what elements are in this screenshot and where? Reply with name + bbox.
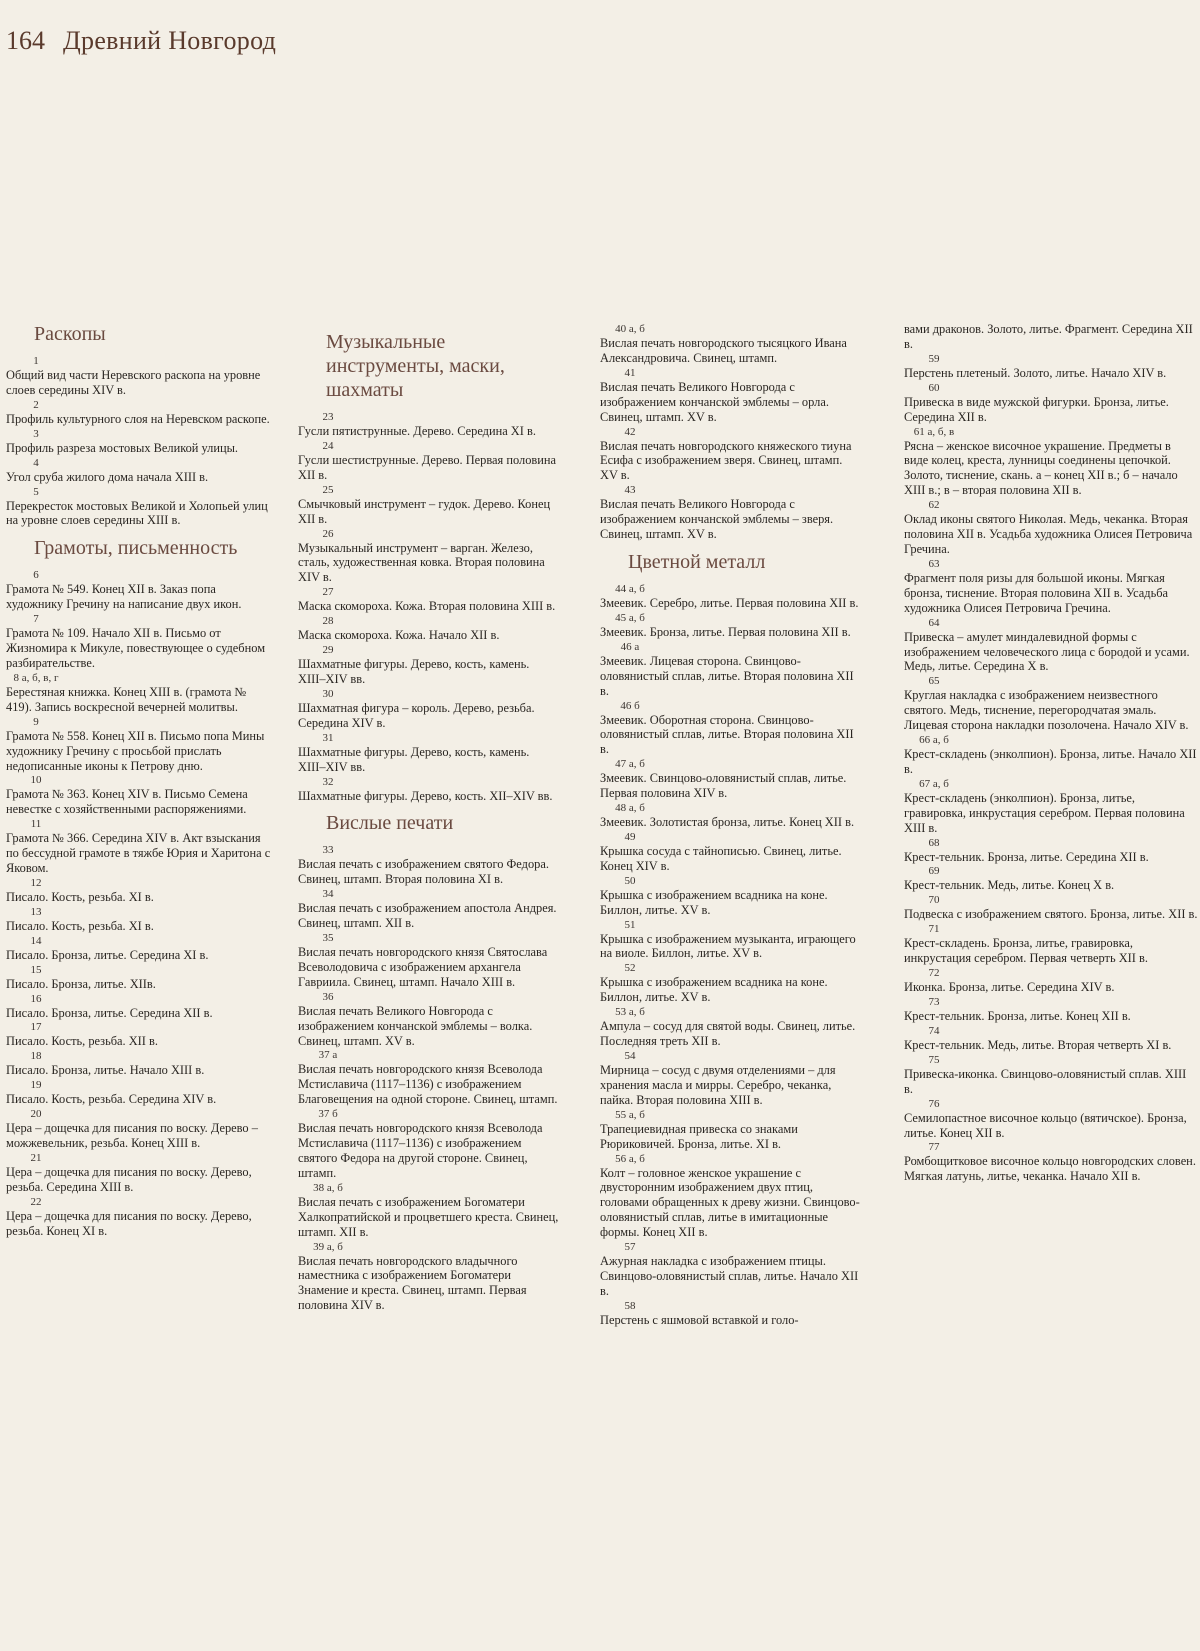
figure-number: 56 а, б — [615, 1152, 645, 1165]
caption-entry — [6, 458, 274, 485]
caption-text: Писало. Кость, резьба. Середина XIV в. — [6, 1092, 217, 1107]
figure-number: 12 — [30, 876, 42, 889]
caption-text: Шахматные фигуры. Дерево, кость, камень. XIII–XIV вв. — [298, 744, 530, 774]
figure-number: 72 — [928, 967, 940, 980]
figure-number: 44 а, б — [615, 582, 645, 595]
caption-entry — [904, 383, 1198, 425]
caption-entry — [298, 845, 560, 887]
caption-text: Шахматная фигура – король. Дерево, резьба. Середина XIV в. — [298, 700, 535, 730]
caption-text: Писало. Кость, резьба. XI в. — [6, 889, 154, 904]
figure-number: 69 — [928, 865, 940, 878]
caption-text: Крест-тельник. Бронза, литье. Середина XII в. — [904, 849, 1149, 864]
caption-text: Крест-складень (энколпион). Бронза, литье, гравировка, инкрустация серебром. Первая половина XIII в. — [904, 790, 1185, 835]
column-2 — [298, 322, 560, 1313]
caption-entry — [6, 1109, 274, 1151]
figure-number: 8 а, б, в, г — [13, 671, 59, 684]
figure-number: 13 — [30, 905, 42, 918]
caption-entry — [904, 924, 1198, 966]
figure-number: 32 — [322, 775, 334, 788]
caption-text: Крест-тельник. Бронза, литье. Конец XII в. — [904, 1009, 1131, 1023]
figure-number: 16 — [30, 992, 42, 1005]
caption-entry — [6, 1153, 274, 1195]
figure-number: 46 б — [620, 699, 640, 712]
figure-number: 58 — [624, 1299, 636, 1312]
caption-entry — [298, 1183, 560, 1240]
page-header — [6, 26, 276, 56]
caption-text: Фрагмент поля ризы для большой иконы. Мягкая бронза, тиснение. Вторая половина XII в. Усадьба художника Олисея Петровича Гречина. — [904, 570, 1169, 615]
caption-text: Змеевик. Свинцово-оловянистый сплав, литье. Первая половина XIV в. — [600, 771, 847, 801]
continued-text: вами драконов. Золото, литье. Фрагмент. Середина XII в. — [904, 322, 1193, 351]
caption-text: Змеевик. Серебро, литье. Первая половина XII в. — [600, 595, 859, 610]
caption-entry — [298, 777, 560, 804]
caption-entry — [904, 968, 1198, 995]
figure-number: 73 — [928, 996, 940, 1008]
caption-entry — [298, 889, 560, 931]
caption-entry — [298, 1242, 560, 1314]
caption-text: Вислая печать Великого Новгорода с изображением кончанской эмблемы – зверя. Свинец, штамп. XV в. — [600, 497, 834, 542]
figure-number: 21 — [30, 1152, 42, 1164]
section-title: Вислые печати — [326, 812, 454, 835]
caption-text: Грамота № 366. Середина XIV в. Акт взыскания по бессудной грамоте в тяжбе Юрия и Харитона с Яковом. — [6, 831, 271, 876]
figure-number: 63 — [928, 557, 940, 570]
caption-text: Вислая печать новгородского князя Святослава Всеволодовича с изображением архангела Гавриила. Свинец, штамп. Начало XIII в. — [298, 945, 548, 989]
figure-number: 74 — [928, 1024, 940, 1037]
caption-entry — [6, 878, 274, 905]
figure-number: 17 — [30, 1021, 42, 1034]
caption-text: Грамота № 558. Конец XII в. Письмо попа Мины художнику Гречину с просьбой прислать недописанные иконы к Петрову дню. — [6, 728, 265, 773]
caption-text: Перстень с яшмовой вставкой и голо- — [600, 1312, 799, 1327]
caption-entry — [600, 427, 862, 484]
caption-text: Крест-тельник. Медь, литье. Вторая четверть XI в. — [904, 1037, 1172, 1052]
figure-number: 31 — [322, 731, 334, 744]
caption-entry — [600, 701, 862, 758]
caption-entry — [600, 324, 862, 366]
figure-number: 65 — [928, 675, 940, 688]
figure-number: 39 а, б — [313, 1240, 343, 1253]
figure-number: 19 — [30, 1079, 42, 1092]
figure-number: 66 а, б — [919, 734, 949, 747]
caption-entry — [600, 613, 862, 640]
caption-entry — [6, 1197, 274, 1239]
caption-text: Рясна – женское височное украшение. Предметы в виде колец, креста, лунницы соединены цепочкой. Золото, тиснение, скань. а – конец XII в.; б – начало XIII в.; в – вторая половина XII в. — [904, 438, 1178, 498]
section-title: Цветной металл — [628, 550, 766, 573]
caption-text: Вислая печать новгородского тысяцкого Ивана Александровича. Свинец, штамп. — [600, 336, 847, 365]
caption-entry — [6, 717, 274, 774]
caption-text: Привеска-иконка. Свинцово-оловянистый сплав. XIII в. — [904, 1066, 1187, 1096]
caption-text: Вислая печать новгородского владычного наместника с изображением Богоматери Знамение и креста. Свинец, штамп. Первая половина XIV в. — [298, 1253, 527, 1313]
caption-entry — [6, 570, 274, 612]
figure-number: 6 — [33, 569, 39, 582]
caption-text: Грамота № 363. Конец XIV в. Письмо Семена невестке с хозяйственными распоряжениями. — [6, 787, 248, 817]
caption-text: Вислая печать новгородского князя Всеволода Мстиславича (1117–1136) с изображением святого Федора на другой стороне. Свинец, штамп. — [298, 1121, 543, 1180]
figure-number: 48 а, б — [615, 802, 645, 815]
caption-entry — [904, 500, 1198, 557]
caption-entry — [904, 676, 1198, 733]
caption-entry — [298, 1109, 560, 1181]
figure-number: 29 — [322, 644, 334, 657]
caption-text: Иконка. Бронза, литье. Середина XIV в. — [904, 980, 1115, 995]
caption-text: Крест-складень. Бронза, литье, гравировка, инкрустация серебром. Первая четверть XII в. — [904, 936, 1148, 966]
figure-number: 40 а, б — [615, 323, 645, 335]
figure-number: 77 — [928, 1141, 940, 1154]
caption-entry — [904, 895, 1198, 922]
figure-number: 30 — [322, 687, 334, 700]
caption-entry — [600, 876, 862, 918]
caption-text: Цера – дощечка для писания по воску. Дерево, резьба. Середина XIII в. — [6, 1165, 252, 1194]
figure-number: 64 — [928, 616, 940, 629]
caption-text: Музыкальный инструмент – варган. Железо, сталь, художественная ковка. Вторая половина XIV в. — [298, 540, 545, 585]
caption-text: Писало. Кость, резьба. XI в. — [6, 918, 154, 933]
figure-number: 2 — [33, 398, 39, 411]
figure-number: 26 — [322, 527, 334, 540]
figure-number: 33 — [322, 844, 334, 857]
figure-number: 7 — [33, 613, 39, 626]
caption-text: Общий вид части Неревского раскопа на уровне слоев середины XIV в. — [6, 368, 261, 397]
caption-entry — [600, 1051, 862, 1108]
figure-number: 14 — [30, 934, 42, 947]
caption-entry — [298, 441, 560, 483]
caption-entry — [600, 920, 862, 962]
caption-text: Грамота № 109. Начало XII в. Письмо от Жизномира к Микуле, повествующее о судебном разбирательстве. — [6, 626, 266, 670]
figure-number: 1 — [33, 355, 39, 367]
page-title: Древний Новгород — [63, 26, 277, 55]
caption-text: Писало. Бронза, литье. Начало XIII в. — [6, 1063, 205, 1078]
caption-entry — [298, 733, 560, 775]
caption-entry — [6, 487, 274, 529]
caption-text: Ампула – сосуд для святой воды. Свинец, литье. Последняя треть XII в. — [600, 1019, 856, 1049]
caption-entry — [600, 1154, 862, 1241]
caption-text: Перстень плетеный. Золото, литье. Начало XIV в. — [904, 365, 1167, 380]
caption-entry — [298, 616, 560, 643]
figure-number: 57 — [624, 1241, 636, 1254]
figure-number: 34 — [322, 888, 334, 901]
caption-entry — [6, 819, 274, 876]
caption-entry — [6, 400, 274, 427]
caption-text: Круглая накладка с изображением неизвестного святого. Медь, тиснение, перегородчатая эмаль. Лицевая сторона накладки позолочена. Начало XIV в. — [904, 688, 1189, 733]
caption-text: Маска скомороха. Кожа. Вторая половина XIII в. — [298, 599, 556, 614]
caption-entry — [600, 485, 862, 542]
caption-entry — [6, 673, 274, 715]
caption-entry — [904, 1142, 1198, 1184]
caption-entry — [600, 642, 862, 699]
figure-number: 70 — [928, 894, 940, 907]
caption-text: Ажурная накладка с изображением птицы. Свинцово-оловянистый сплав, литье. Начало XII в. — [600, 1254, 859, 1298]
caption-text: Крышка с изображением всадника на коне. Биллон, литье. XV в. — [600, 887, 828, 917]
caption-text: Крест-складень (энколпион). Бронза, литье. Начало XII в. — [904, 747, 1197, 776]
caption-entry — [6, 1051, 274, 1078]
caption-text: Крышка сосуда с тайнописью. Свинец, литье. Конец XIV в. — [600, 843, 842, 873]
figure-number: 49 — [624, 830, 636, 843]
figure-number: 54 — [624, 1050, 636, 1062]
caption-text: Профиль разреза мостовых Великой улицы. — [6, 440, 239, 455]
caption-text: Гусли шестиструнные. Дерево. Первая половина XII в. — [298, 452, 557, 482]
caption-text: Цера – дощечка для писания по воску. Дерево, резьба. Конец XI в. — [6, 1208, 252, 1238]
figure-number: 18 — [30, 1050, 42, 1063]
caption-entry — [6, 614, 274, 671]
caption-entry — [600, 759, 862, 801]
caption-text: Писало. Бронза, литье. XIIв. — [6, 976, 156, 991]
caption-text: Змеевик. Лицевая сторона. Свинцово-оловянистый сплав, литье. Вторая половина XII в. — [600, 653, 854, 698]
caption-entry — [6, 936, 274, 963]
caption-entry — [6, 429, 274, 456]
caption-entry — [904, 618, 1198, 675]
figure-number: 42 — [624, 425, 636, 438]
caption-entry — [904, 997, 1198, 1024]
figure-number: 5 — [33, 485, 39, 498]
figure-number: 37 а — [318, 1049, 338, 1062]
caption-entry — [600, 1242, 862, 1299]
caption-text: Привеска в виде мужской фигурки. Бронза, литье. Середина XII в. — [904, 394, 1169, 424]
figure-number: 59 — [928, 352, 940, 365]
figure-number: 53 а, б — [615, 1006, 645, 1019]
figure-number: 68 — [928, 836, 940, 849]
caption-text: Вислая печать Великого Новгорода с изображением кончанской эмблемы – орла. Свинец, штамп. XV в. — [600, 379, 829, 424]
figure-number: 52 — [624, 962, 636, 975]
caption-entry — [600, 803, 862, 830]
caption-text: Семилопастное височное кольцо (вятичское). Бронза, литье. Конец XII в. — [904, 1110, 1187, 1140]
figure-number: 75 — [928, 1053, 940, 1066]
section-title: Раскопы — [34, 323, 106, 345]
caption-entry — [904, 866, 1198, 893]
caption-text: Гусли пятиструнные. Дерево. Середина XI в. — [298, 424, 536, 438]
caption-entry — [6, 1080, 274, 1107]
caption-entry — [298, 1050, 560, 1107]
figure-number: 28 — [322, 615, 334, 628]
caption-text: Вислая печать новгородского княжеского тиуна Есифа с изображением зверя. Свинец, штамп. XV в. — [600, 438, 852, 483]
caption-text: Крышка с изображением музыканта, играющего на виоле. Биллон, литье. XV в. — [600, 931, 856, 961]
caption-text: Ромбощитковое височное кольцо новгородских словен. Мягкая латунь, литье, чеканка. Начало XII в. — [904, 1154, 1196, 1184]
figure-number: 11 — [30, 818, 42, 831]
column-1 — [6, 322, 274, 1239]
caption-entry — [904, 559, 1198, 616]
figure-number: 46 а — [620, 640, 640, 653]
figure-number: 37 б — [318, 1108, 338, 1121]
caption-text: Угол сруба жилого дома начала XIII в. — [6, 469, 209, 484]
caption-text: Перекресток мостовых Великой и Холопьей улиц на уровне слоев середины XIII в. — [6, 498, 268, 528]
caption-entry — [298, 529, 560, 586]
caption-text: Грамота № 549. Конец XII в. Заказ попа художнику Гречину на написание двух икон. — [6, 582, 242, 612]
caption-text: Вислая печать с изображением Богоматери Халкопратийской и процветшего креста. Свинец, штамп. XII в. — [298, 1194, 559, 1239]
caption-entry — [6, 1022, 274, 1049]
caption-text: Змеевик. Золотистая бронза, литье. Конец XII в. — [600, 815, 855, 830]
caption-text: Писало. Бронза, литье. Середина XII в. — [6, 1005, 213, 1020]
caption-entry — [298, 485, 560, 527]
figure-number: 41 — [624, 366, 636, 379]
caption-entry — [904, 1099, 1198, 1141]
caption-text: Вислая печать с изображением святого Федора. Свинец, штамп. Вторая половина XI в. — [298, 857, 549, 887]
caption-entry — [904, 735, 1198, 777]
caption-text: Шахматные фигуры. Дерево, кость. XII–XIV вв. — [298, 788, 553, 803]
figure-number: 23 — [322, 411, 334, 423]
figure-number: 71 — [928, 923, 940, 936]
caption-text: Привеска – амулет миндалевидной формы с изображением человеческого лица с бородой и усами. Медь, литье. Середина X в. — [904, 629, 1190, 674]
caption-text: Трапециевидная привеска со знаками Рюриковичей. Бронза, литье. XI в. — [600, 1121, 798, 1151]
section-title: Музыкальные инструменты, маски, шахматы — [326, 331, 505, 401]
caption-entry — [6, 907, 274, 934]
figure-number: 20 — [30, 1108, 42, 1121]
caption-text: Змеевик. Бронза, литье. Первая половина XII в. — [600, 624, 851, 639]
caption-text: Оклад иконы святого Николая. Медь, чеканка. Вторая половина XII в. Усадьба художника Олисея Петровича Гречина. — [904, 512, 1193, 556]
column-4 — [904, 322, 1198, 1184]
caption-entry — [6, 356, 274, 398]
caption-text: Шахматные фигуры. Дерево, кость, камень. XIII–XIV вв. — [298, 657, 530, 686]
page-number: 164 — [6, 26, 45, 55]
figure-number: 27 — [322, 586, 334, 599]
caption-entry — [600, 1110, 862, 1152]
caption-entry — [904, 779, 1198, 836]
caption-entry — [600, 1007, 862, 1049]
caption-text: Цера – дощечка для писания по воску. Дерево – можжевельник, резьба. Конец XIII в. — [6, 1121, 258, 1151]
figure-number: 4 — [33, 456, 39, 469]
caption-entry — [298, 933, 560, 990]
caption-text: Вислая печать Великого Новгорода с изображением кончанской эмблемы – волка. Свинец, штамп. XV в. — [298, 1003, 533, 1048]
caption-entry — [904, 838, 1198, 865]
figure-number: 15 — [30, 963, 42, 976]
caption-text: Профиль культурного слоя на Неревском раскопе. — [6, 411, 270, 426]
figure-number: 62 — [928, 499, 940, 512]
caption-entry — [6, 994, 274, 1021]
figure-number: 22 — [30, 1195, 42, 1208]
figure-number: 61 а, б, в — [913, 425, 955, 438]
caption-text: Крышка с изображением всадника на коне. Биллон, литье. XV в. — [600, 975, 828, 1005]
caption-text: Смычковый инструмент – гудок. Дерево. Конец XII в. — [298, 496, 551, 526]
caption-entry — [904, 1026, 1198, 1053]
caption-text: Писало. Бронза, литье. Середина XI в. — [6, 947, 209, 962]
figure-number: 3 — [33, 427, 39, 440]
caption-entry — [298, 689, 560, 731]
figure-number: 38 а, б — [313, 1181, 343, 1194]
figure-number: 45 а, б — [615, 611, 645, 624]
caption-entry — [298, 992, 560, 1049]
caption-entry — [6, 965, 274, 992]
figure-number: 47 а, б — [615, 758, 645, 771]
figure-number: 24 — [322, 439, 334, 452]
caption-entry — [298, 587, 560, 614]
caption-entry — [600, 963, 862, 1005]
figure-number: 9 — [33, 715, 39, 728]
caption-text: Мирница – сосуд с двумя отделениями – для хранения масла и мирры. Серебро, чеканка, пайка. Вторая половина XIII в. — [600, 1063, 836, 1107]
caption-text: Писало. Кость, резьба. XII в. — [6, 1034, 158, 1049]
caption-text: Вислая печать новгородского князя Всеволода Мстиславича (1117–1136) с изображением Благовещения на одной стороне. Свинец, штамп. — [298, 1062, 558, 1107]
figure-number: 36 — [322, 990, 334, 1003]
caption-entry — [904, 1055, 1198, 1097]
caption-entry — [6, 775, 274, 817]
caption-entry — [600, 368, 862, 425]
figure-number: 10 — [30, 774, 42, 787]
caption-entry — [298, 412, 560, 439]
figure-number: 51 — [624, 918, 636, 931]
caption-text: Колт – головное женское украшение с двусторонним изображением двух птиц, головами обращенных к древу жизни. Свинцово-оловянистый сплав, литье в имитационные формы. Конец XII в. — [600, 1165, 860, 1240]
figure-number: 35 — [322, 932, 334, 945]
caption-entry — [298, 645, 560, 687]
figure-number: 25 — [322, 483, 334, 496]
caption-entry — [600, 584, 862, 611]
figure-number: 67 а, б — [919, 777, 949, 790]
caption-text: Крест-тельник. Медь, литье. Конец X в. — [904, 878, 1115, 893]
figure-number: 76 — [928, 1097, 940, 1110]
caption-entry — [600, 832, 862, 874]
caption-text: Змеевик. Оборотная сторона. Свинцово-оловянистый сплав, литье. Вторая половина XII в. — [600, 712, 854, 757]
caption-text: Подвеска с изображением святого. Бронза, литье. XII в. — [904, 907, 1198, 922]
figure-number: 50 — [624, 874, 636, 887]
caption-text: Вислая печать с изображением апостола Андрея. Свинец, штамп. XII в. — [298, 901, 557, 931]
figure-number: 55 а, б — [615, 1108, 645, 1121]
caption-entry — [600, 1301, 862, 1328]
caption-entry — [904, 427, 1198, 499]
figure-number: 43 — [624, 484, 636, 497]
column-3 — [600, 322, 862, 1328]
caption-entry — [904, 354, 1198, 381]
caption-text: Берестяная книжка. Конец XIII в. (грамота № 419). Запись воскресной вечерней молитвы. — [6, 684, 247, 714]
figure-number: 60 — [928, 381, 940, 394]
caption-text: Маска скомороха. Кожа. Начало XII в. — [298, 628, 500, 643]
section-title: Грамоты, письменность — [34, 537, 238, 560]
